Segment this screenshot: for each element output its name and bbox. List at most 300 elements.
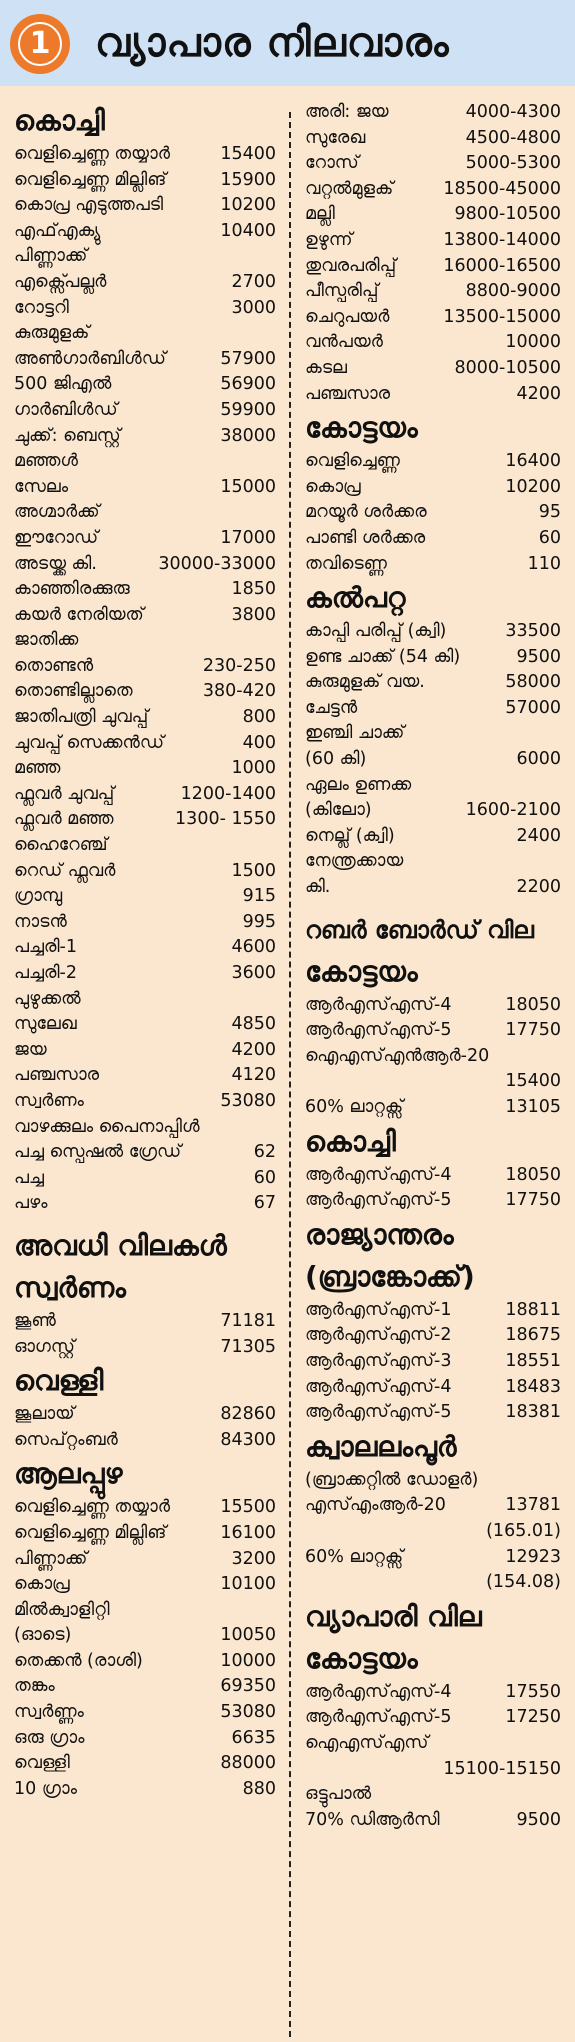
item-price: 53080	[220, 1090, 276, 1111]
price-row	[14, 1623, 276, 1649]
price-row	[305, 500, 561, 526]
price-row	[305, 1705, 561, 1731]
item-label: ജൂലായ്	[14, 1404, 75, 1425]
item-label: റെഡ് ഫ്ലവർ	[14, 860, 116, 881]
item-price: 84300	[220, 1429, 276, 1450]
price-row	[305, 279, 561, 305]
price-row	[14, 244, 276, 270]
item-label: ആർഎസ്എസ്-4	[305, 1376, 452, 1397]
item-price: 60	[253, 1167, 276, 1188]
item-label: കൊപ്ര എടുത്തപടി	[14, 195, 164, 216]
item-label: പിണ്ണാക്ക്	[14, 1548, 88, 1569]
item-price: 3800	[231, 604, 276, 625]
price-row	[14, 372, 276, 398]
item-price: 33500	[505, 621, 561, 642]
item-price: 1500	[231, 860, 276, 881]
item-label: ഇഞ്ചി ചാക്ക്	[305, 723, 405, 744]
item-label: ചുവപ്പ് സെക്കൻഡ്	[14, 732, 164, 753]
price-row	[305, 1570, 561, 1596]
price-row	[14, 628, 276, 654]
item-label: സുരേഖ	[305, 127, 366, 148]
item-label: പുഴുക്കൽ	[14, 988, 81, 1009]
left-column	[14, 100, 276, 1802]
column-divider	[289, 112, 291, 2037]
price-row	[14, 731, 276, 757]
item-label: വറ്റൽമുളക്	[305, 178, 394, 199]
price-row	[14, 1572, 276, 1598]
price-row	[305, 1095, 561, 1121]
item-price: 59900	[220, 399, 276, 420]
item-label: നെല്ല് (ക്വി)	[305, 825, 395, 846]
price-row	[14, 449, 276, 475]
item-label: ഗ്രാമ്പു	[14, 886, 63, 907]
price-row	[305, 875, 561, 901]
item-label: ജാതിപത്രി ചുവപ്പ്	[14, 707, 149, 728]
price-row	[305, 177, 561, 203]
price-row	[14, 1402, 276, 1428]
price-row	[305, 1323, 561, 1349]
item-label: സ്വർണം	[14, 1090, 84, 1111]
item-label: 60% ലാറ്റക്സ്	[305, 1546, 404, 1567]
item-label: മഞ്ഞൾ	[14, 451, 78, 472]
item-price: 38000	[220, 425, 276, 446]
item-label: റോട്ടറി	[14, 297, 69, 318]
price-row	[305, 126, 561, 152]
price-row	[14, 552, 276, 578]
price-row	[305, 1808, 561, 1834]
price-row	[305, 993, 561, 1019]
item-price: 71181	[220, 1310, 276, 1331]
price-row	[305, 475, 561, 501]
price-row	[305, 552, 561, 578]
price-row	[14, 142, 276, 168]
page-header	[0, 0, 575, 86]
item-price: 17750	[505, 1020, 561, 1041]
item-price: 110	[527, 553, 561, 574]
price-row	[305, 1493, 561, 1519]
item-price: 230-250	[202, 655, 276, 676]
item-label: പഞ്ചസാര	[14, 1065, 100, 1086]
item-label: ചുക്ക്: ബെസ്റ്റ്	[14, 425, 121, 446]
item-label: പിണ്ണാക്ക്	[14, 246, 88, 267]
price-row	[305, 824, 561, 850]
item-label: എസ്എംആർ-20	[305, 1495, 446, 1516]
item-price: 3600	[231, 963, 276, 983]
price-row	[14, 1140, 276, 1166]
price-row	[305, 773, 561, 799]
item-label: ആർഎസ്എസ്-2	[305, 1325, 452, 1346]
item-price: 6000	[516, 749, 561, 770]
item-label: ഉണ്ട ചാക്ക് (54 കി)	[305, 646, 461, 667]
section-heading: കൽപറ്റ	[305, 581, 406, 615]
section-heading: കൊച്ചി	[14, 104, 105, 137]
item-label: ആർഎസ്എസ്-4	[305, 1681, 452, 1702]
item-price: 2200	[516, 877, 561, 898]
item-label: വെളിച്ചെണ്ണ	[305, 451, 400, 472]
price-row	[14, 1115, 276, 1141]
price-row	[305, 449, 561, 475]
item-price: 4500-4800	[465, 127, 561, 148]
item-label: തെക്കൻ (രാശി)	[14, 1650, 143, 1671]
item-price: 15500	[220, 1497, 276, 1518]
price-row	[305, 1018, 561, 1044]
item-price: 18675	[505, 1325, 561, 1346]
item-price: 67	[253, 1193, 276, 1214]
item-price: 13781	[505, 1495, 561, 1516]
item-label: ആർഎസ്എസ്-1	[305, 1299, 452, 1320]
item-label: കാപ്പി പരിപ്പ് (ക്വി)	[305, 621, 447, 642]
item-label: ഒട്ടുപാൽ	[305, 1784, 372, 1805]
price-row	[305, 645, 561, 671]
item-price: 10400	[220, 220, 276, 241]
item-label: (ഓടെ)	[14, 1625, 72, 1646]
item-label: നാടൻ	[14, 911, 67, 932]
item-price: 1850	[231, 579, 276, 600]
item-price: 15400	[505, 1071, 561, 1092]
price-row	[305, 1782, 561, 1808]
price-row	[14, 398, 276, 424]
section-heading: വെള്ളി	[14, 1364, 104, 1398]
price-row	[14, 961, 276, 987]
price-row	[305, 330, 561, 356]
item-price: 16400	[505, 451, 561, 472]
item-price: 4120	[231, 1065, 276, 1086]
item-label: റോസ്	[305, 153, 359, 174]
item-label: കൊപ്ര	[14, 1574, 70, 1595]
item-label: ജാതിക്ക	[14, 630, 79, 651]
price-row	[14, 782, 276, 808]
item-label: പച്ച സ്പെഷൽ ഗ്രേഡ്	[14, 1142, 182, 1163]
item-label: ഫ്ലവർ ചുവപ്പ്	[14, 783, 115, 804]
item-price: 4600	[231, 937, 276, 958]
price-row	[14, 1751, 276, 1777]
price-row	[305, 1400, 561, 1426]
item-price: 56900	[220, 374, 276, 395]
item-price: 53080	[220, 1702, 276, 1723]
price-row	[305, 1163, 561, 1189]
item-label: അഗ്മാർക്ക്	[14, 502, 100, 523]
item-label: പഴം	[14, 1193, 48, 1214]
item-price: (154.08)	[486, 1572, 561, 1593]
price-row	[14, 1777, 276, 1803]
item-label: കയർ നേരിയത്	[14, 604, 144, 625]
item-label: പീസ്പരിപ്പ്	[305, 281, 379, 302]
item-price: 30000-33000	[158, 553, 276, 574]
item-price: 8000-10500	[454, 357, 561, 378]
item-price: 17000	[220, 527, 276, 548]
item-price: 15400	[220, 144, 276, 164]
price-row	[305, 670, 561, 696]
section-heading: അവധി വിലകൾ	[14, 1228, 227, 1262]
item-label: ആർഎസ്എസ്-3	[305, 1350, 452, 1371]
item-label: ചേട്ടൻ	[305, 697, 358, 718]
item-price: 57000	[505, 697, 561, 718]
price-row	[305, 1757, 561, 1783]
item-label: മഞ്ഞ	[14, 758, 61, 779]
item-label: പച്ച	[14, 1167, 44, 1188]
section-number-badge	[10, 14, 70, 74]
item-label: 10 ഗ്രാം	[14, 1778, 77, 1799]
item-price: 12923	[505, 1546, 561, 1567]
item-label: കടല	[305, 357, 347, 378]
price-row	[14, 1089, 276, 1115]
section-heading: കോട്ടയം	[305, 411, 418, 445]
item-price: 880	[242, 1778, 276, 1799]
item-price: 1600-2100	[465, 800, 561, 821]
item-price: 1000	[231, 758, 276, 779]
item-price: 18381	[505, 1402, 561, 1423]
item-label: തൊണ്ടില്ലാതെ	[14, 681, 133, 702]
item-price: 4850	[231, 1014, 276, 1035]
price-row	[14, 526, 276, 552]
item-price: (165.01)	[486, 1520, 561, 1541]
price-row	[305, 1349, 561, 1375]
price-row	[14, 859, 276, 885]
item-price: 13800-14000	[443, 229, 561, 250]
item-price: 995	[242, 911, 276, 932]
price-row	[305, 1188, 561, 1214]
price-row	[14, 1012, 276, 1038]
item-label: കുരുമുളക്	[14, 323, 90, 344]
price-row	[14, 679, 276, 705]
section-heading: രാജ്യാന്തരം	[305, 1217, 454, 1251]
spacer	[305, 901, 561, 909]
item-label: വൻപയർ	[305, 332, 383, 353]
price-row	[14, 654, 276, 680]
item-label: ഐഎസ്എൻആർ-20	[305, 1045, 490, 1066]
price-row	[305, 721, 561, 747]
price-row	[14, 1598, 276, 1624]
item-price: 18551	[505, 1350, 561, 1371]
item-price: 9500	[516, 646, 561, 667]
item-label: കി.	[305, 877, 331, 898]
item-label: ഫ്ലവർ മഞ്ഞ	[14, 809, 114, 830]
price-row	[14, 1309, 276, 1335]
price-row	[14, 1649, 276, 1675]
price-row	[305, 202, 561, 228]
item-label: ആർഎസ്എസ്-5	[305, 1707, 452, 1728]
price-row	[14, 424, 276, 450]
item-label: ഈറോഡ്	[14, 527, 99, 548]
item-price: 2400	[516, 825, 561, 846]
item-price: 5000-5300	[465, 153, 561, 174]
price-row	[14, 1700, 276, 1726]
item-label: പച്ചരി-2	[14, 963, 78, 983]
item-label: ഗാർബിൾഡ്	[14, 399, 118, 420]
right-column	[305, 100, 561, 1833]
item-label: മറയൂർ ശർക്കര	[305, 502, 427, 523]
item-price: 400	[242, 732, 276, 753]
item-label: തൊണ്ടൻ	[14, 655, 94, 676]
price-row	[14, 1191, 276, 1217]
price-row	[14, 270, 276, 296]
item-label: ആർഎസ്എസ്-4	[305, 994, 452, 1015]
section-heading: വ്യാപാരി വില	[305, 1599, 482, 1633]
item-label: അരി: ജയ	[305, 102, 389, 122]
item-label: 70% ഡിആർസി	[305, 1809, 440, 1830]
price-row	[14, 603, 276, 629]
price-row	[14, 1726, 276, 1752]
price-row	[14, 321, 276, 347]
item-label: ഐഎസ്എസ്	[305, 1732, 429, 1753]
price-row	[305, 1044, 561, 1070]
item-price: 380-420	[202, 681, 276, 702]
item-label: ഏലം ഉണക്ക	[305, 774, 412, 795]
item-price: 57900	[220, 348, 276, 369]
price-row	[305, 228, 561, 254]
price-row	[305, 254, 561, 280]
item-label: പച്ചരി-1	[14, 937, 78, 958]
item-price: 800	[242, 707, 276, 728]
page-title: വ്യാപാര നിലവാരം	[95, 20, 450, 66]
item-label: പാണ്ടി ശർക്കര	[305, 527, 426, 548]
item-label: കൊപ്ര	[305, 476, 361, 497]
item-price: 58000	[505, 672, 561, 693]
item-price: 18050	[505, 994, 561, 1015]
price-row	[14, 1063, 276, 1089]
item-price: 15900	[220, 169, 276, 190]
item-label: എഫ്എക്യു	[14, 220, 101, 241]
item-price: 2700	[231, 271, 276, 292]
price-row	[305, 526, 561, 552]
price-row	[14, 987, 276, 1013]
section-heading: (ബ്രാങ്കോക്ക്)	[305, 1259, 475, 1293]
item-label: മിൽക്വാളിറ്റി	[14, 1599, 110, 1620]
price-row	[305, 100, 561, 126]
price-row	[305, 1545, 561, 1571]
item-price: 10050	[220, 1625, 276, 1646]
item-price: 8800-9000	[465, 281, 561, 302]
item-label: ഉഴുന്ന്	[305, 229, 353, 250]
item-label: തവിടെണ്ണ	[305, 553, 387, 574]
item-price: 915	[242, 886, 276, 907]
item-label: ആർഎസ്എസ്-5	[305, 1402, 452, 1423]
price-row	[14, 1038, 276, 1064]
item-price: 10000	[220, 1650, 276, 1671]
item-label: കുരുമുളക് വയ.	[305, 672, 425, 693]
item-price: 18500-45000	[443, 178, 561, 199]
section-heading: കോട്ടയം	[305, 1641, 418, 1675]
section-heading: ആലപ്പുഴ	[14, 1457, 123, 1491]
price-row	[305, 1298, 561, 1324]
item-price: 17550	[505, 1681, 561, 1702]
item-price: 15000	[220, 476, 276, 497]
price-row	[305, 1519, 561, 1545]
price-row	[14, 219, 276, 245]
item-price: 10200	[220, 195, 276, 216]
item-label: നേന്ത്രക്കായ	[305, 851, 404, 872]
item-price: 15100-15150	[443, 1758, 561, 1779]
item-price: 17250	[505, 1707, 561, 1728]
item-label: തങ്കം	[14, 1676, 55, 1697]
price-row	[305, 798, 561, 824]
price-row	[14, 1335, 276, 1361]
price-row	[14, 193, 276, 219]
item-label: (ബ്രാക്കറ്റിൽ ഡോളർ)	[305, 1469, 479, 1490]
item-price: 1300- 1550	[175, 809, 276, 830]
item-price: 9500	[516, 1809, 561, 1830]
item-label: (60 കി)	[305, 749, 367, 770]
item-label: (കിലോ)	[305, 800, 372, 821]
item-label: വെളിച്ചെണ്ണ മില്ലിങ്	[14, 1522, 167, 1543]
price-row	[305, 1069, 561, 1095]
price-row	[305, 619, 561, 645]
item-price: 9800-10500	[454, 204, 561, 225]
item-label: ആർഎസ്എസ്-4	[305, 1164, 452, 1185]
item-label: അൺഗാർബിൾഡ്	[14, 348, 166, 369]
price-row	[14, 1428, 276, 1454]
item-label: സേലം	[14, 476, 69, 497]
item-price: 18483	[505, 1376, 561, 1397]
price-row	[14, 1547, 276, 1573]
item-label: ജയ	[14, 1039, 47, 1060]
price-row	[14, 475, 276, 501]
price-row	[305, 849, 561, 875]
item-price: 69350	[220, 1676, 276, 1697]
item-label: സുലേഖ	[14, 1014, 77, 1035]
price-row	[14, 296, 276, 322]
item-label: ഓഗസ്റ്റ്	[14, 1336, 75, 1357]
section-heading: റബർ ബോർഡ് വില	[305, 915, 534, 944]
item-price: 16000-16500	[443, 255, 561, 276]
item-label: എക്സ്പെല്ലർ	[14, 271, 107, 292]
price-row	[14, 935, 276, 961]
price-row	[14, 833, 276, 859]
price-row	[305, 305, 561, 331]
item-label: ആർഎസ്എസ്-5	[305, 1020, 452, 1041]
price-row	[14, 347, 276, 373]
price-row	[305, 1468, 561, 1494]
item-price: 1200-1400	[180, 783, 276, 804]
item-label: അടയ്ക്ക കി.	[14, 553, 97, 574]
item-label: ഒരു ഗ്രാം	[14, 1727, 85, 1748]
item-label: വെള്ളി	[14, 1753, 70, 1774]
item-label: 500 ജിഎൽ	[14, 374, 112, 395]
item-price: 13105	[505, 1097, 561, 1117]
item-label: ചെറുപയർ	[305, 306, 390, 327]
item-label: 60% ലാറ്റക്സ്	[305, 1097, 404, 1117]
price-row	[14, 1166, 276, 1192]
item-label: ആർഎസ്എസ്-5	[305, 1190, 452, 1211]
item-price: 18811	[505, 1299, 561, 1320]
item-price: 95	[538, 502, 561, 523]
price-row	[305, 1375, 561, 1401]
price-row	[305, 1731, 561, 1757]
item-label: വെളിച്ചെണ്ണ തയ്യാർ	[14, 144, 170, 164]
item-label: ഹൈറേഞ്ച്	[14, 835, 108, 856]
item-price: 3000	[231, 297, 276, 318]
price-row	[305, 747, 561, 773]
item-price: 62	[253, 1142, 276, 1163]
item-price: 88000	[220, 1753, 276, 1774]
item-price: 60	[538, 527, 561, 548]
price-row	[305, 1680, 561, 1706]
item-label: വെളിച്ചെണ്ണ മില്ലിങ്	[14, 169, 167, 190]
item-label: പഞ്ചസാര	[305, 383, 391, 404]
item-price: 13500-15000	[443, 306, 561, 327]
item-price: 6635	[231, 1727, 276, 1748]
item-price: 4000-4300	[465, 102, 561, 122]
section-heading: കോട്ടയം	[305, 954, 418, 988]
item-label: മല്ലി	[305, 204, 335, 225]
price-row	[14, 577, 276, 603]
section-heading: ക്വാലലംപൂർ	[305, 1429, 457, 1463]
price-row	[14, 1674, 276, 1700]
item-label: ജൂൺ	[14, 1310, 56, 1331]
badge-number: 1	[18, 22, 62, 66]
item-label: സെപ്റ്റംബർ	[14, 1429, 118, 1450]
price-row	[14, 884, 276, 910]
